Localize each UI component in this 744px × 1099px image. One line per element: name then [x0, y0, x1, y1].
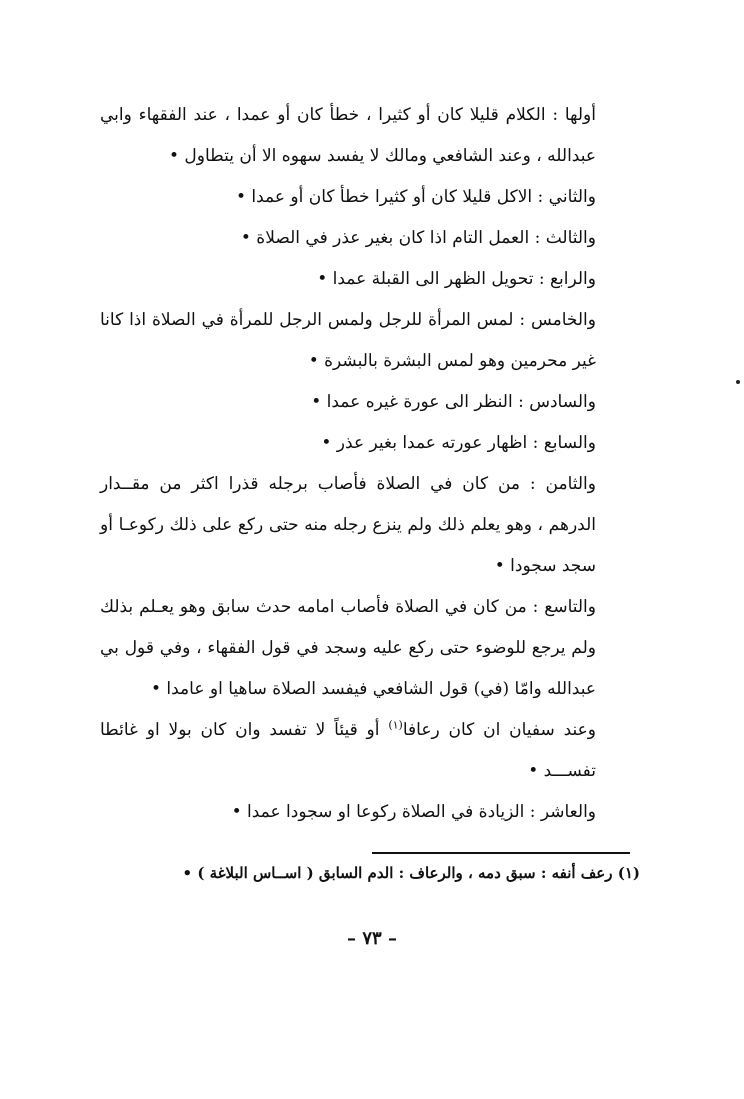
paragraph-5: والخامس : لمس المرأة للرجل ولمس الرجل للمرأة في الصلاة اذا كانا غير محرمين وهو لمس البشرة بالبشرة •	[100, 310, 596, 371]
paragraph-11: والعاشر : الزيادة في الصلاة ركوعا او سجودا عمدا •	[231, 802, 596, 822]
page-number: – ٧٣ –	[347, 928, 397, 949]
stray-ink-dot	[736, 380, 740, 384]
footnote: (١) رعف أنفه : سبق دمه ، والرعاف : الدم السابق ( اســاس البلاغة ) •	[182, 864, 640, 882]
main-text	[100, 95, 648, 833]
paragraph-9: والتاسع : من كان في الصلاة فأصاب امامه حدث سابق وهو يعـلم بذلك ولم يرجع للوضوء حتى ركع عليه وسجد في قول الفقهاء ، وفي قول بي عبدالله وامّا (في) قول الشافعي فيفسد الصلاة ساهيا او عامدا •	[100, 597, 596, 699]
paragraph-6: والسادس : النظر الى عورة غيره عمدا •	[311, 392, 596, 412]
paragraph-3: والثالث : العمل التام اذا كان بغير عذر في الصلاة •	[240, 228, 596, 248]
paragraph-1: أولها : الكلام قليلا كان أو كثيرا ، خطأ كان أو عمدا ، عند الفقهاء وابي عبدالله ، وعند الشافعي ومالك لا يفسد سهوه الا أن يتطاول •	[100, 105, 596, 166]
paragraph-4: والرابع : تحويل الظهر الى القبلة عمدا •	[317, 269, 596, 289]
paragraph-10: وعند سفيان ان كان رعافا$^{(١)}$ أو قيئاً لا تفسد وان كان بولا او غائطا تفســـد •	[100, 718, 596, 781]
footnote-separator	[372, 852, 630, 854]
paragraph-7: والسابع : اظهار عورته عمدا بغير عذر •	[321, 433, 596, 453]
paragraph-2: والثاني : الاكل قليلا كان أو كثيرا خطأ كان أو عمدا •	[235, 187, 596, 207]
footnote-reference: (١)	[388, 718, 403, 732]
paragraph-8: والثامن : من كان في الصلاة فأصاب برجله قذرا اكثر من مقــدار الدرهم ، وهو يعلم ذلك ولم ينزع رجله منه حتى ركع على ذلك ركوعـا أو سجد سجودا •	[100, 474, 596, 576]
